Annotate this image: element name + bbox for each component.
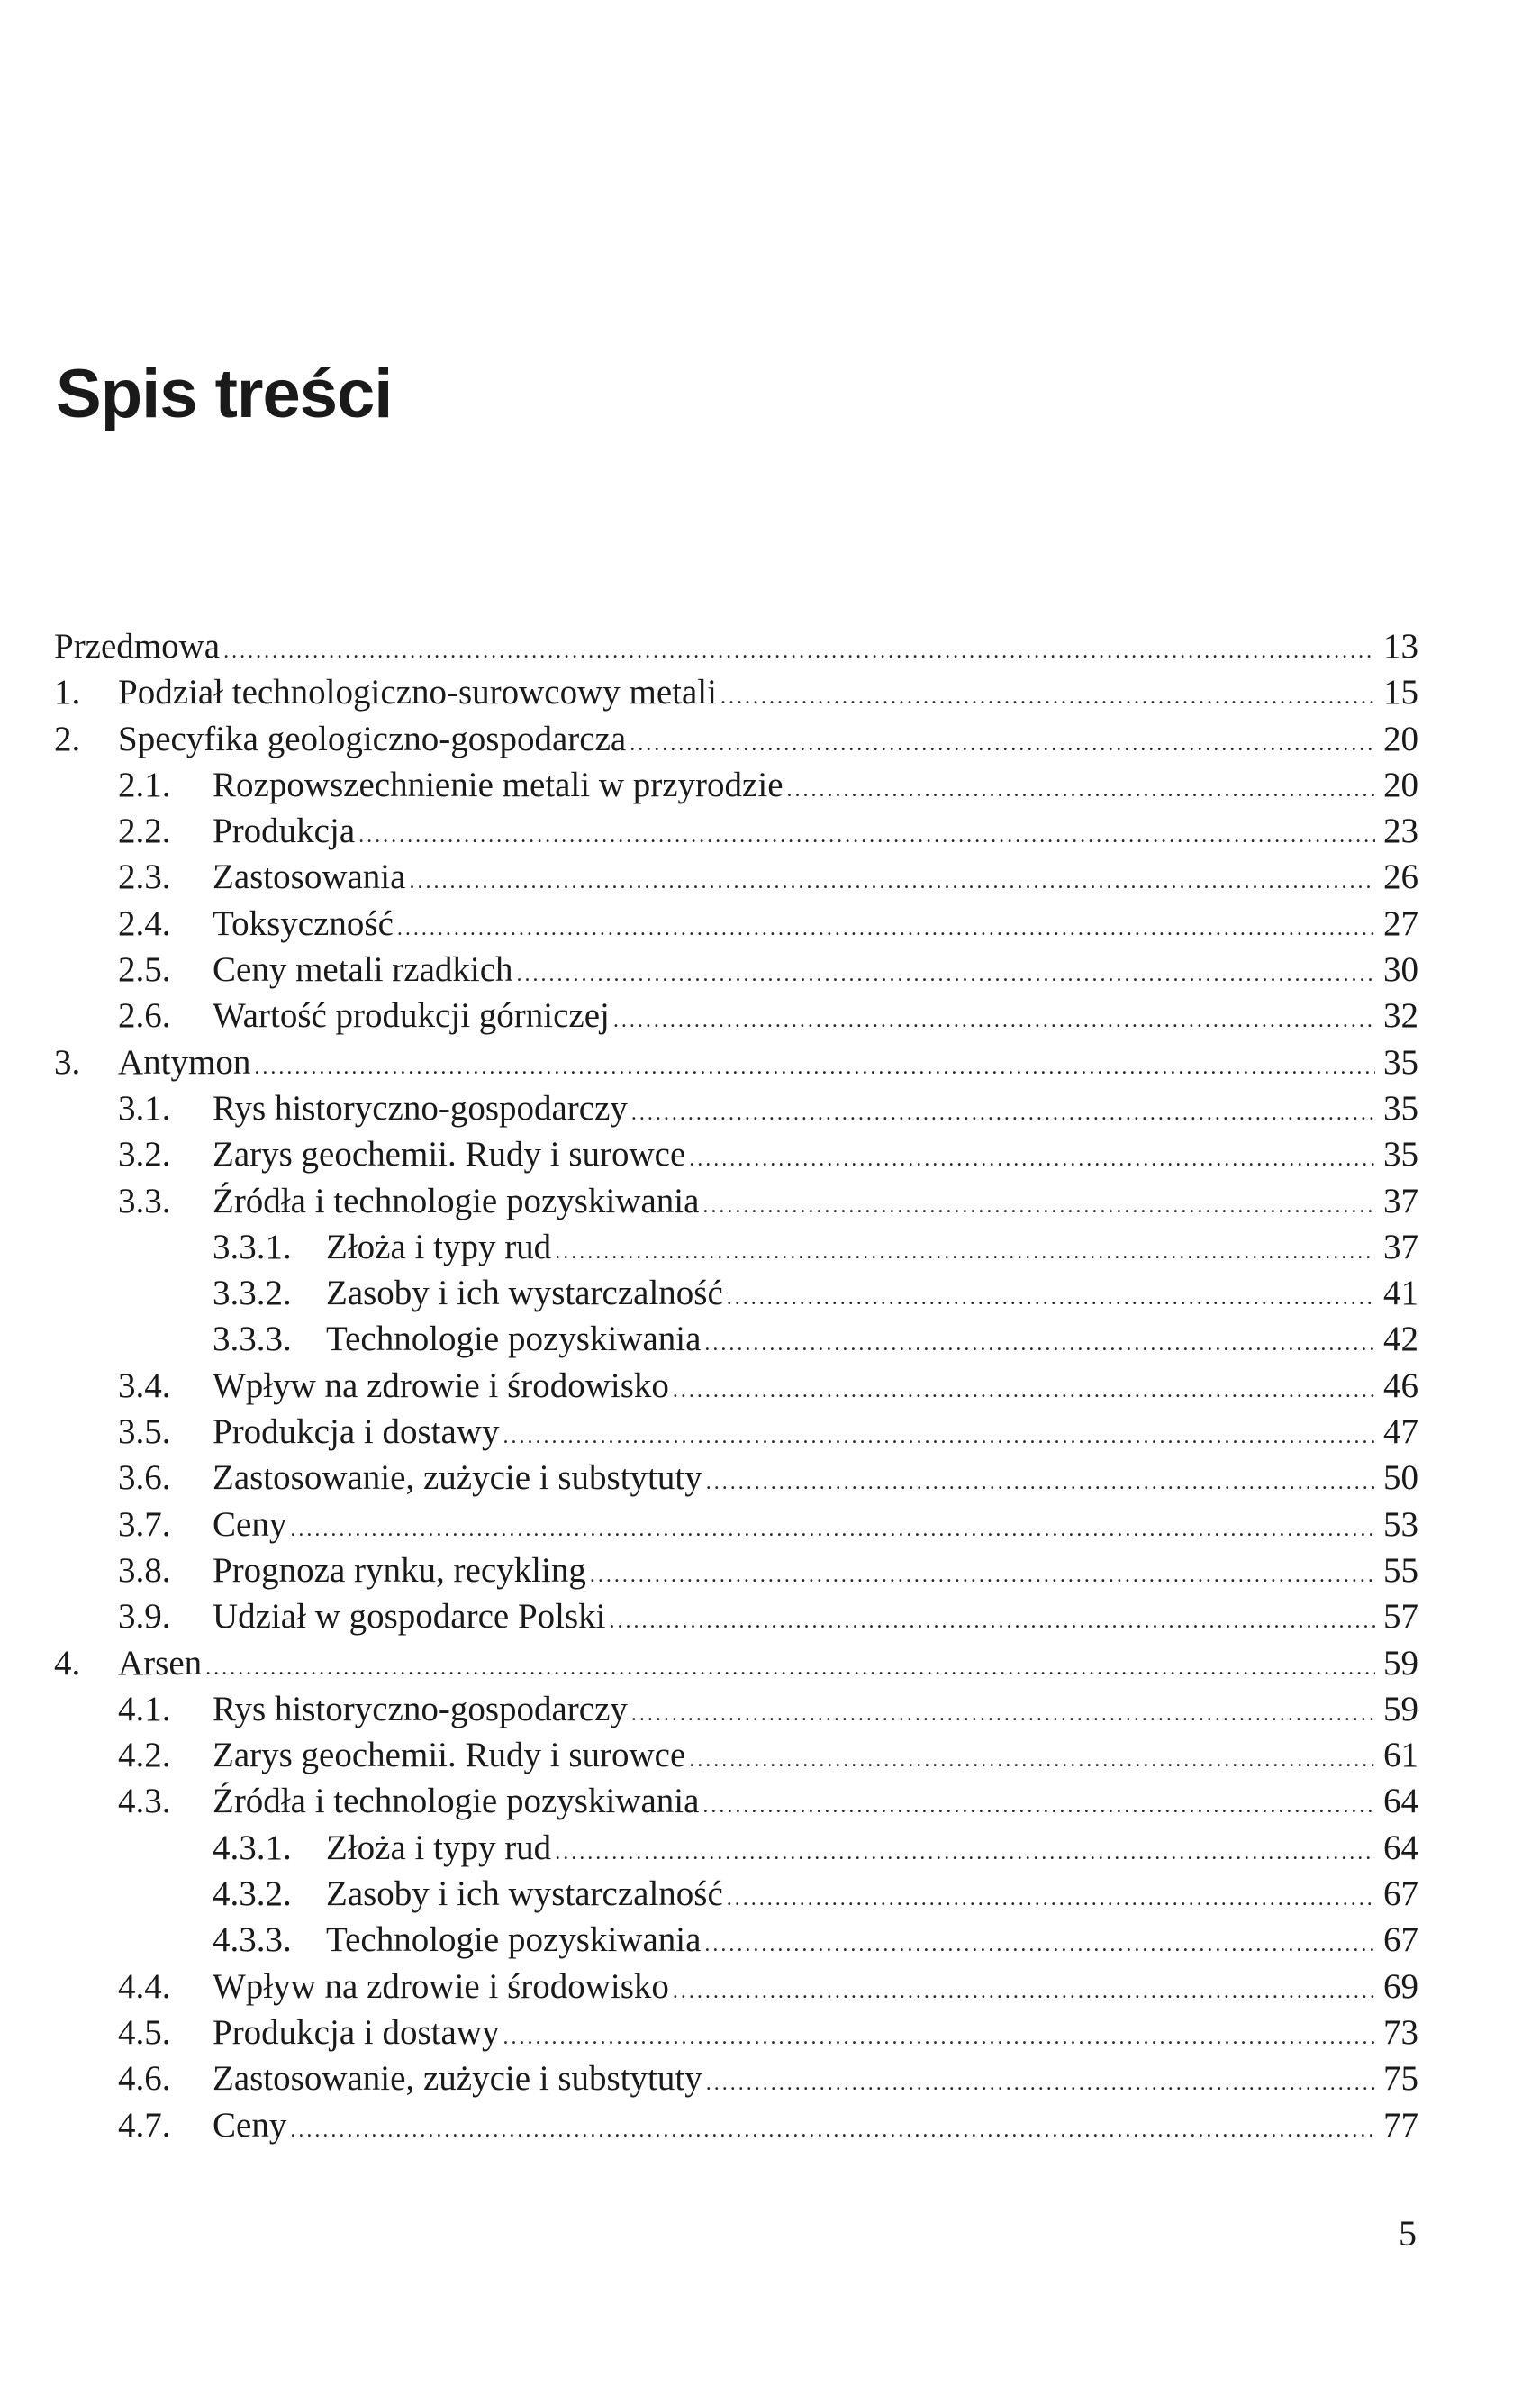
toc-entry-title: Specyfika geologiczno-gospodarcza [118, 719, 627, 758]
toc-entry-title: Zarys geochemii. Rudy i surowce [213, 1736, 686, 1775]
toc-dot-leader [409, 871, 1375, 893]
toc-dot-leader [630, 733, 1375, 755]
toc-dot-leader [727, 1888, 1375, 1910]
toc-entry-number: 3.3.2. [213, 1274, 292, 1313]
toc-entry-page: 57 [1383, 1597, 1418, 1637]
toc-entry [54, 675, 1418, 721]
toc-dot-leader [689, 1148, 1375, 1170]
toc-entry [54, 1414, 1418, 1460]
toc-entry-title: Zasoby i ich wystarczalność [326, 1874, 723, 1914]
toc-entry-number: 3.2. [118, 1135, 171, 1175]
toc-entry-number: 3.5. [118, 1412, 171, 1452]
toc-entry-page: 23 [1383, 812, 1418, 851]
toc-entry [54, 952, 1418, 998]
toc-dot-leader [720, 686, 1375, 708]
toc-entry-title: Ceny [213, 1504, 287, 1544]
toc-dot-leader [673, 1981, 1375, 2002]
toc-entry-title: Wpływ na zdrowie i środowisko [213, 1365, 669, 1405]
toc-entry-number: 4.7. [118, 2105, 171, 2145]
toc-dot-leader [787, 779, 1375, 801]
toc-entry-page: 35 [1383, 1088, 1418, 1128]
toc-entry-number: 3.8. [118, 1550, 171, 1590]
toc-entry [54, 2105, 1418, 2154]
toc-entry [54, 2012, 1418, 2061]
toc-entry-number: 2.1. [118, 765, 171, 804]
toc-entry-number: 3.4. [118, 1365, 171, 1405]
toc-entry-title: Rys historyczno-gospodarczy [213, 1088, 628, 1128]
toc-entry-page: 20 [1383, 719, 1418, 758]
toc-entry-number: 4.3. [118, 1782, 171, 1821]
toc-dot-leader [503, 1426, 1375, 1447]
toc-entry-number: 1. [54, 673, 81, 712]
toc-entry-page: 32 [1383, 996, 1418, 1036]
toc-dot-leader [205, 1657, 1375, 1679]
toc-entry-title: Produkcja i dostawy [213, 2012, 500, 2052]
toc-entry-page: 30 [1383, 950, 1418, 990]
toc-entry [54, 629, 1418, 675]
toc-entry-page: 73 [1383, 2012, 1418, 2052]
toc-entry [54, 1042, 1418, 1091]
toc-entry-title: Źródła i technologie pozyskiwania [213, 1181, 700, 1220]
toc-entry-number: 4.3.2. [213, 1874, 292, 1914]
toc-entry-page: 67 [1383, 1920, 1418, 1960]
toc-entry-number: 4.3.1. [213, 1828, 292, 1867]
toc-entry [54, 1321, 1418, 1367]
toc-entry-number: 4.6. [118, 2059, 171, 2099]
toc-dot-leader [706, 2073, 1375, 2094]
toc-entry-title: Ceny [213, 2105, 287, 2145]
toc-entry [54, 1830, 1418, 1876]
toc-entry [54, 1966, 1418, 2015]
toc-entry [54, 1876, 1418, 1922]
toc-entry-page: 47 [1383, 1412, 1418, 1452]
toc-entry [54, 1643, 1418, 1692]
toc-dot-leader [613, 1010, 1375, 1031]
toc-dot-leader [590, 1565, 1375, 1586]
toc-entry-number: 2.4. [118, 903, 171, 943]
toc-dot-leader [631, 1703, 1375, 1725]
toc-entry [54, 1737, 1418, 1783]
toc-entry-number: 3. [54, 1042, 81, 1082]
toc-entry-number: 2.5. [118, 950, 171, 990]
toc-dot-leader [689, 1749, 1375, 1771]
toc-entry-page: 64 [1383, 1828, 1418, 1867]
toc-entry-page: 27 [1383, 903, 1418, 943]
toc-entry-page: 42 [1383, 1320, 1418, 1359]
toc-dot-leader [290, 1519, 1375, 1540]
page-title: Spis treści [56, 356, 393, 432]
toc-entry-title: Zastosowanie, zużycie i substytuty [213, 1458, 702, 1498]
toc-entry-title: Ceny metali rzadkich [213, 950, 513, 990]
toc-entry [54, 1783, 1418, 1829]
toc-entry-page: 41 [1383, 1274, 1418, 1313]
toc-entry-title: Wartość produkcji górniczej [213, 996, 610, 1036]
toc-entry-number: 4.4. [118, 1966, 171, 2006]
toc-entry [54, 1137, 1418, 1183]
toc-entry-page: 59 [1383, 1643, 1418, 1683]
toc-dot-leader [254, 1057, 1375, 1078]
toc-entry-number: 3.3.1. [213, 1227, 292, 1266]
toc-entry-number: 4.5. [118, 2012, 171, 2052]
toc-entry-number: 2.2. [118, 812, 171, 851]
toc-dot-leader [290, 2119, 1375, 2141]
toc-entry-number: 4.1. [118, 1689, 171, 1728]
toc-entry-title: Podział technologiczno-surowcowy metali [118, 673, 717, 712]
toc-entry-page: 26 [1383, 857, 1418, 897]
toc-entry [54, 998, 1418, 1044]
toc-dot-leader [610, 1610, 1375, 1632]
toc-entry-number: 4.3.3. [213, 1920, 292, 1960]
toc-dot-leader [704, 1333, 1375, 1355]
toc-entry-page: 67 [1383, 1874, 1418, 1914]
toc-entry-title: Toksyczność [213, 903, 394, 943]
toc-entry-title: Produkcja [213, 812, 356, 851]
toc-entry-title: Zasoby i ich wystarczalność [326, 1274, 723, 1313]
toc-entry-page: 77 [1383, 2105, 1418, 2145]
toc-dot-leader [706, 1472, 1375, 1493]
toc-entry-title: Wpływ na zdrowie i środowisko [213, 1966, 669, 2006]
toc-entry-page: 55 [1383, 1550, 1418, 1590]
toc-entry-title: Rozpowszechnienie metali w przyrodzie [213, 765, 784, 804]
toc-entry-page: 59 [1383, 1689, 1418, 1728]
toc-dot-leader [555, 1842, 1375, 1864]
toc-dot-leader [631, 1102, 1375, 1124]
toc-entry-title: Produkcja i dostawy [213, 1412, 500, 1452]
toc-entry-number: 3.9. [118, 1597, 171, 1637]
toc-dot-leader [555, 1241, 1375, 1263]
toc-entry-title: Zastosowania [213, 857, 406, 897]
toc-entry-page: 64 [1383, 1782, 1418, 1821]
toc-entry-number: 3.7. [118, 1504, 171, 1544]
toc-entry-number: 2. [54, 719, 81, 758]
toc-entry [54, 721, 1418, 767]
toc-entry [54, 1088, 1418, 1137]
toc-dot-leader [503, 2027, 1375, 2048]
toc-entry [54, 1689, 1418, 1737]
toc-entry-number: 2.6. [118, 996, 171, 1036]
toc-entry [54, 903, 1418, 952]
toc-entry-page: 69 [1383, 1966, 1418, 2006]
toc-dot-leader [358, 825, 1375, 847]
toc-entry-page: 53 [1383, 1504, 1418, 1544]
toc-entry-page: 15 [1383, 673, 1418, 712]
toc-entry [54, 859, 1418, 905]
toc-entry-title: Technologie pozyskiwania [326, 1320, 702, 1359]
toc-dot-leader [673, 1380, 1375, 1402]
toc-entry-title: Rys historyczno-gospodarczy [213, 1689, 628, 1728]
toc-entry-number: 2.3. [118, 857, 171, 897]
toc-entry [54, 1922, 1418, 1968]
toc-entry-title: Złoża i typy rud [326, 1828, 552, 1867]
toc-entry-page: 50 [1383, 1458, 1418, 1498]
toc-entry-page: 75 [1383, 2059, 1418, 2099]
toc-dot-leader [727, 1287, 1375, 1309]
toc-entry-title: Antymon [118, 1042, 251, 1082]
toc-entry-number: 3.1. [118, 1088, 171, 1128]
toc-dot-leader [223, 640, 1375, 662]
toc-entry-title: Zastosowanie, zużycie i substytuty [213, 2059, 702, 2099]
toc-entry [54, 813, 1418, 859]
toc-entry-title: Przedmowa [54, 627, 221, 666]
toc-entry-page: 20 [1383, 765, 1418, 804]
toc-entry-page: 61 [1383, 1736, 1418, 1775]
toc-entry-title: Zarys geochemii. Rudy i surowce [213, 1135, 686, 1175]
toc-entry-title: Prognoza rynku, recykling [213, 1550, 586, 1590]
toc-entry-number: 4.2. [118, 1736, 171, 1775]
toc-entry [54, 1275, 1418, 1321]
toc-entry [54, 2061, 1418, 2107]
toc-dot-leader [702, 1195, 1375, 1217]
toc-entry-title: Technologie pozyskiwania [326, 1920, 702, 1960]
toc-entry [54, 1229, 1418, 1275]
toc-entry [54, 1181, 1418, 1229]
toc-entry-page: 46 [1383, 1365, 1418, 1405]
toc-entry-number: 4. [54, 1643, 81, 1683]
toc-entry [54, 1550, 1418, 1599]
toc-entry [54, 767, 1418, 813]
table-of-contents [54, 629, 1418, 2154]
toc-entry-page: 35 [1383, 1135, 1418, 1175]
toc-entry [54, 1460, 1418, 1506]
toc-entry-title: Złoża i typy rud [326, 1227, 552, 1266]
page-number: 5 [1399, 2213, 1417, 2254]
toc-entry-page: 35 [1383, 1042, 1418, 1082]
toc-entry-title: Udział w gospodarce Polski [213, 1597, 606, 1637]
toc-entry-number: 3.3.3. [213, 1320, 292, 1359]
toc-entry-number: 3.3. [118, 1181, 171, 1220]
toc-entry-page: 37 [1383, 1181, 1418, 1220]
toc-entry [54, 1504, 1418, 1553]
toc-entry-page: 13 [1383, 627, 1418, 666]
toc-entry-title: Źródła i technologie pozyskiwania [213, 1782, 700, 1821]
toc-dot-leader [517, 964, 1375, 985]
toc-entry [54, 1599, 1418, 1645]
toc-entry-number: 3.6. [118, 1458, 171, 1498]
toc-dot-leader [397, 918, 1375, 939]
toc-entry-title: Arsen [118, 1643, 203, 1683]
toc-dot-leader [704, 1934, 1375, 1955]
toc-entry-page: 37 [1383, 1227, 1418, 1266]
toc-entry [54, 1365, 1418, 1414]
toc-dot-leader [702, 1795, 1375, 1817]
